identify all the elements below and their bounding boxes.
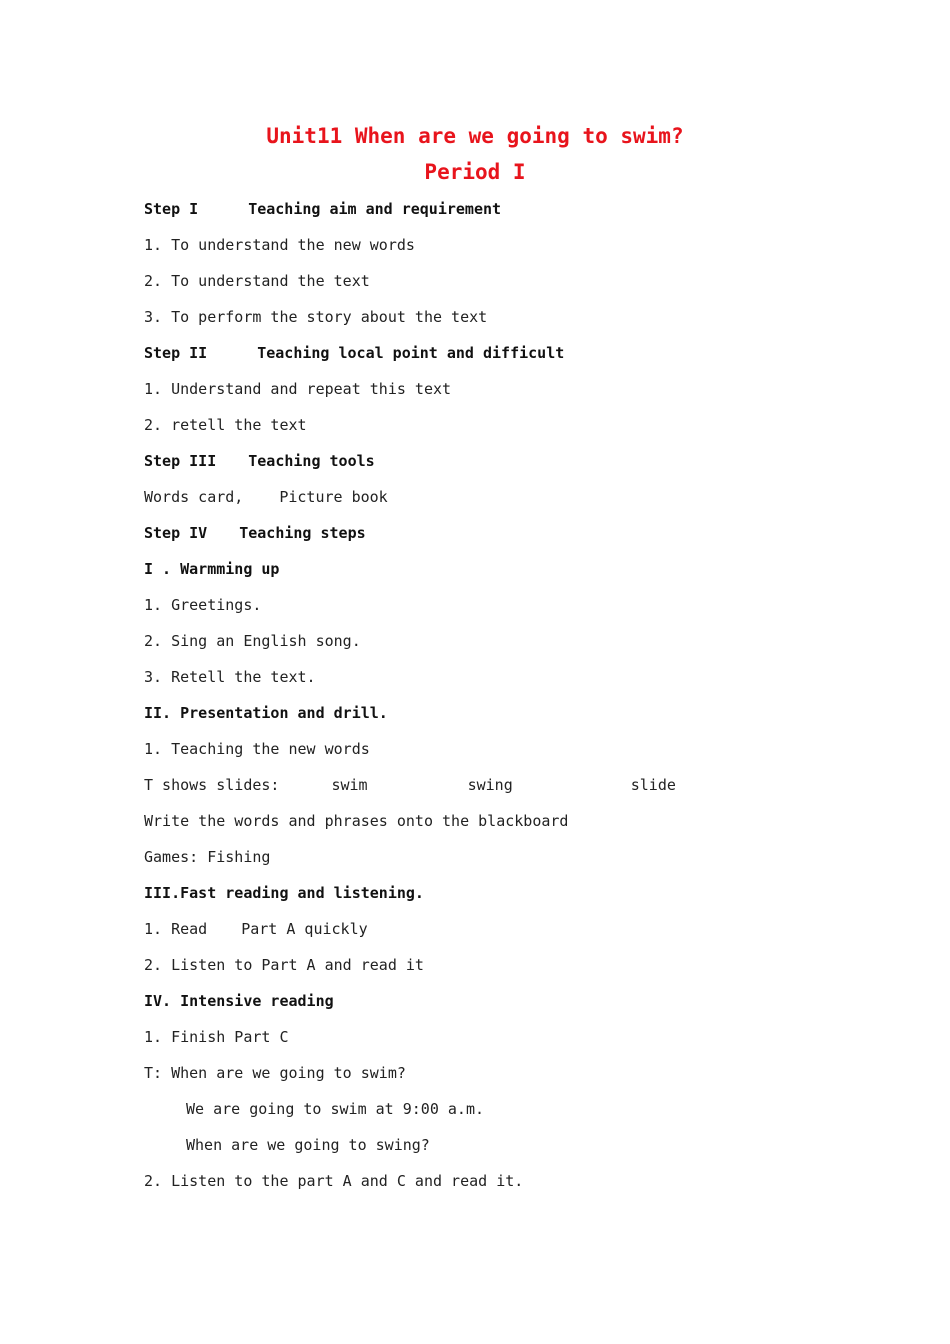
step2-title: Teaching local point and difficult [257, 344, 565, 362]
dialog-answer: We are going to swim at 9:00 a.m. [186, 1100, 485, 1118]
step3-tools [144, 487, 388, 507]
step4-label: Step IV [144, 524, 208, 542]
step1-item: 2. To understand the text [144, 272, 370, 290]
step4-heading [144, 523, 366, 543]
slide-word-swing: swing [467, 776, 513, 794]
document-subtitle: Period I [424, 160, 526, 184]
slide-word-swim: swim [331, 776, 368, 794]
step3-title: Teaching tools [248, 452, 375, 470]
step3-label: Step III [144, 452, 217, 470]
fast-reading-item-a: 1. Read [144, 920, 208, 938]
presentation-item: 1. Teaching the new words [144, 740, 370, 758]
fast-reading-item [144, 919, 368, 939]
warming-item: 1. Greetings. [144, 596, 262, 614]
step3-heading [144, 451, 375, 471]
step1-heading [144, 199, 501, 219]
fast-reading-heading: III.Fast reading and listening. [144, 884, 424, 902]
step2-heading [144, 343, 564, 363]
presentation-write: Write the words and phrases onto the blackboard [144, 812, 569, 830]
intensive-item: 2. Listen to the part A and C and read it. [144, 1172, 524, 1190]
intensive-heading: IV. Intensive reading [144, 992, 334, 1010]
slides-line [144, 775, 676, 795]
document-title: Unit11 When are we going to swim? [266, 124, 684, 148]
fast-reading-item: 2. Listen to Part A and read it [144, 956, 424, 974]
slide-word-slide: slide [630, 776, 676, 794]
intensive-item: 1. Finish Part C [144, 1028, 289, 1046]
step2-item: 1. Understand and repeat this text [144, 380, 452, 398]
step1-label: Step I [144, 200, 199, 218]
slides-label: T shows slides: [144, 776, 280, 794]
step1-item: 1. To understand the new words [144, 236, 415, 254]
dialog-question: T: When are we going to swim? [144, 1064, 406, 1082]
step2-label: Step II [144, 344, 208, 362]
warming-item: 3. Retell the text. [144, 668, 316, 686]
warming-heading: I . Warmming up [144, 560, 280, 578]
fast-reading-item-b: Part A quickly [241, 920, 368, 938]
warming-item: 2. Sing an English song. [144, 632, 361, 650]
step2-item: 2. retell the text [144, 416, 307, 434]
presentation-heading: II. Presentation and drill. [144, 704, 388, 722]
tool-picture-book: Picture book [279, 488, 388, 506]
presentation-games: Games: Fishing [144, 848, 271, 866]
step1-item: 3. To perform the story about the text [144, 308, 488, 326]
tool-words-card: Words card, [144, 488, 244, 506]
dialog-question-2: When are we going to swing? [186, 1136, 430, 1154]
step1-title: Teaching aim and requirement [248, 200, 502, 218]
step4-title: Teaching steps [239, 524, 366, 542]
